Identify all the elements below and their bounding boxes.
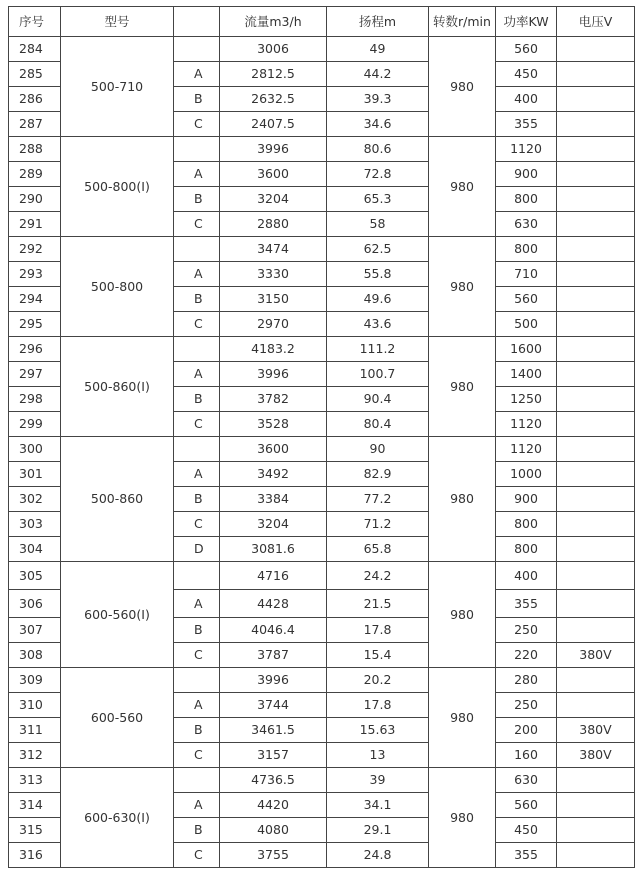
cell-head: 34.6 (327, 112, 429, 137)
cell-speed: 980 (429, 337, 496, 437)
cell-head: 58 (327, 212, 429, 237)
cell-grade: B (174, 818, 220, 843)
cell-model: 500-860 (61, 437, 174, 562)
cell-voltage (557, 237, 635, 262)
cell-grade: A (174, 590, 220, 618)
cell-voltage (557, 412, 635, 437)
cell-head: 55.8 (327, 262, 429, 287)
cell-flow: 3787 (220, 643, 327, 668)
cell-head: 77.2 (327, 487, 429, 512)
cell-voltage (557, 437, 635, 462)
cell-serial-no: 291 (9, 212, 61, 237)
cell-serial-no: 290 (9, 187, 61, 212)
cell-serial-no: 308 (9, 643, 61, 668)
cell-serial-no: 302 (9, 487, 61, 512)
cell-speed: 980 (429, 562, 496, 668)
cell-head: 17.8 (327, 618, 429, 643)
cell-head: 90.4 (327, 387, 429, 412)
cell-grade: B (174, 387, 220, 412)
cell-flow: 4080 (220, 818, 327, 843)
cell-serial-no: 303 (9, 512, 61, 537)
cell-grade: A (174, 793, 220, 818)
cell-head: 29.1 (327, 818, 429, 843)
header-head: 扬程m (327, 7, 429, 37)
cell-power: 560 (496, 793, 557, 818)
cell-head: 111.2 (327, 337, 429, 362)
cell-voltage (557, 487, 635, 512)
cell-head: 15.63 (327, 718, 429, 743)
cell-serial-no: 316 (9, 843, 61, 868)
cell-flow: 3461.5 (220, 718, 327, 743)
cell-serial-no: 300 (9, 437, 61, 462)
cell-grade: B (174, 718, 220, 743)
cell-head: 65.8 (327, 537, 429, 562)
cell-voltage (557, 387, 635, 412)
header-grade (174, 7, 220, 37)
cell-model: 600-560(I) (61, 562, 174, 668)
cell-power: 355 (496, 112, 557, 137)
cell-serial-no: 309 (9, 668, 61, 693)
cell-grade (174, 137, 220, 162)
cell-power: 560 (496, 37, 557, 62)
cell-grade: D (174, 537, 220, 562)
cell-head: 17.8 (327, 693, 429, 718)
cell-model: 500-800 (61, 237, 174, 337)
cell-power: 160 (496, 743, 557, 768)
cell-model: 500-710 (61, 37, 174, 137)
cell-voltage (557, 112, 635, 137)
cell-power: 400 (496, 562, 557, 590)
cell-head: 34.1 (327, 793, 429, 818)
cell-power: 1000 (496, 462, 557, 487)
cell-speed: 980 (429, 37, 496, 137)
cell-power: 1600 (496, 337, 557, 362)
cell-flow: 3996 (220, 362, 327, 387)
cell-power: 250 (496, 618, 557, 643)
cell-head: 39.3 (327, 87, 429, 112)
cell-flow: 4183.2 (220, 337, 327, 362)
cell-power: 800 (496, 187, 557, 212)
cell-voltage (557, 537, 635, 562)
cell-voltage (557, 37, 635, 62)
cell-power: 1120 (496, 437, 557, 462)
cell-flow: 3330 (220, 262, 327, 287)
cell-voltage: 380V (557, 743, 635, 768)
cell-power: 355 (496, 590, 557, 618)
cell-grade (174, 768, 220, 793)
cell-serial-no: 289 (9, 162, 61, 187)
cell-grade (174, 437, 220, 462)
cell-head: 71.2 (327, 512, 429, 537)
cell-speed: 980 (429, 237, 496, 337)
cell-voltage (557, 337, 635, 362)
cell-voltage (557, 262, 635, 287)
cell-grade: C (174, 843, 220, 868)
cell-flow: 2880 (220, 212, 327, 237)
cell-flow: 3384 (220, 487, 327, 512)
cell-head: 21.5 (327, 590, 429, 618)
table-row (9, 37, 635, 62)
cell-serial-no: 305 (9, 562, 61, 590)
cell-head: 72.8 (327, 162, 429, 187)
cell-serial-no: 312 (9, 743, 61, 768)
cell-model: 600-630(I) (61, 768, 174, 868)
cell-flow: 4736.5 (220, 768, 327, 793)
cell-grade: A (174, 362, 220, 387)
cell-voltage (557, 312, 635, 337)
header-row (9, 7, 635, 37)
cell-power: 355 (496, 843, 557, 868)
cell-grade: A (174, 62, 220, 87)
cell-flow: 2812.5 (220, 62, 327, 87)
cell-head: 100.7 (327, 362, 429, 387)
cell-power: 710 (496, 262, 557, 287)
cell-serial-no: 307 (9, 618, 61, 643)
table-row (9, 437, 635, 462)
cell-voltage (557, 668, 635, 693)
cell-grade (174, 562, 220, 590)
cell-power: 400 (496, 87, 557, 112)
cell-serial-no: 293 (9, 262, 61, 287)
cell-flow: 3492 (220, 462, 327, 487)
cell-voltage (557, 512, 635, 537)
cell-flow: 3744 (220, 693, 327, 718)
cell-voltage (557, 618, 635, 643)
cell-voltage (557, 362, 635, 387)
cell-grade: B (174, 87, 220, 112)
cell-voltage (557, 162, 635, 187)
cell-head: 80.4 (327, 412, 429, 437)
cell-model: 600-560 (61, 668, 174, 768)
cell-head: 24.8 (327, 843, 429, 868)
cell-voltage (557, 462, 635, 487)
cell-serial-no: 292 (9, 237, 61, 262)
cell-power: 1250 (496, 387, 557, 412)
cell-flow: 3782 (220, 387, 327, 412)
cell-power: 630 (496, 212, 557, 237)
cell-power: 450 (496, 818, 557, 843)
cell-head: 49.6 (327, 287, 429, 312)
cell-voltage (557, 843, 635, 868)
cell-grade: B (174, 487, 220, 512)
cell-serial-no: 314 (9, 793, 61, 818)
cell-power: 450 (496, 62, 557, 87)
cell-power: 500 (496, 312, 557, 337)
cell-flow: 3996 (220, 668, 327, 693)
cell-serial-no: 296 (9, 337, 61, 362)
cell-serial-no: 285 (9, 62, 61, 87)
cell-flow: 2970 (220, 312, 327, 337)
cell-grade: B (174, 618, 220, 643)
cell-head: 49 (327, 37, 429, 62)
cell-flow: 4046.4 (220, 618, 327, 643)
cell-serial-no: 299 (9, 412, 61, 437)
cell-grade (174, 37, 220, 62)
table-row (9, 337, 635, 362)
cell-head: 43.6 (327, 312, 429, 337)
cell-flow: 3600 (220, 437, 327, 462)
cell-serial-no: 288 (9, 137, 61, 162)
cell-grade (174, 337, 220, 362)
cell-flow: 4716 (220, 562, 327, 590)
cell-head: 65.3 (327, 187, 429, 212)
cell-flow: 3474 (220, 237, 327, 262)
cell-power: 900 (496, 162, 557, 187)
table-row (9, 668, 635, 693)
table-row (9, 562, 635, 590)
cell-serial-no: 315 (9, 818, 61, 843)
cell-speed: 980 (429, 137, 496, 237)
cell-grade: B (174, 187, 220, 212)
cell-flow: 4420 (220, 793, 327, 818)
cell-voltage (557, 768, 635, 793)
cell-head: 44.2 (327, 62, 429, 87)
cell-flow: 3204 (220, 187, 327, 212)
cell-power: 280 (496, 668, 557, 693)
pump-spec-table (8, 6, 635, 868)
table-row (9, 137, 635, 162)
cell-serial-no: 295 (9, 312, 61, 337)
cell-flow: 2632.5 (220, 87, 327, 112)
cell-power: 800 (496, 237, 557, 262)
cell-voltage (557, 137, 635, 162)
cell-flow: 3081.6 (220, 537, 327, 562)
cell-speed: 980 (429, 437, 496, 562)
cell-serial-no: 284 (9, 37, 61, 62)
cell-power: 560 (496, 287, 557, 312)
cell-serial-no: 311 (9, 718, 61, 743)
cell-flow: 3157 (220, 743, 327, 768)
cell-grade: A (174, 162, 220, 187)
cell-flow: 3755 (220, 843, 327, 868)
cell-power: 1120 (496, 137, 557, 162)
header-flow: 流量m3/h (220, 7, 327, 37)
cell-voltage (557, 793, 635, 818)
cell-voltage: 380V (557, 718, 635, 743)
cell-flow: 3150 (220, 287, 327, 312)
cell-power: 250 (496, 693, 557, 718)
cell-flow: 3600 (220, 162, 327, 187)
cell-voltage (557, 287, 635, 312)
cell-voltage (557, 187, 635, 212)
cell-grade (174, 237, 220, 262)
table-body (9, 37, 635, 868)
cell-voltage (557, 87, 635, 112)
cell-head: 62.5 (327, 237, 429, 262)
cell-grade: C (174, 112, 220, 137)
cell-serial-no: 310 (9, 693, 61, 718)
cell-power: 220 (496, 643, 557, 668)
cell-voltage (557, 212, 635, 237)
cell-head: 15.4 (327, 643, 429, 668)
cell-power: 800 (496, 512, 557, 537)
cell-flow: 4428 (220, 590, 327, 618)
cell-serial-no: 306 (9, 590, 61, 618)
cell-grade: B (174, 287, 220, 312)
cell-head: 20.2 (327, 668, 429, 693)
cell-grade: A (174, 262, 220, 287)
cell-serial-no: 301 (9, 462, 61, 487)
cell-flow: 3006 (220, 37, 327, 62)
table-row (9, 768, 635, 793)
cell-model: 500-800(I) (61, 137, 174, 237)
cell-grade: C (174, 512, 220, 537)
header-serial-no: 序号 (9, 7, 61, 37)
cell-speed: 980 (429, 668, 496, 768)
cell-power: 1400 (496, 362, 557, 387)
cell-serial-no: 313 (9, 768, 61, 793)
cell-power: 1120 (496, 412, 557, 437)
cell-voltage (557, 62, 635, 87)
cell-serial-no: 294 (9, 287, 61, 312)
cell-grade: A (174, 462, 220, 487)
cell-head: 39 (327, 768, 429, 793)
cell-flow: 3528 (220, 412, 327, 437)
header-power: 功率KW (496, 7, 557, 37)
cell-speed: 980 (429, 768, 496, 868)
cell-power: 800 (496, 537, 557, 562)
cell-head: 24.2 (327, 562, 429, 590)
cell-voltage (557, 562, 635, 590)
table-row (9, 237, 635, 262)
header-model: 型号 (61, 7, 174, 37)
cell-head: 90 (327, 437, 429, 462)
cell-power: 200 (496, 718, 557, 743)
cell-head: 13 (327, 743, 429, 768)
cell-grade (174, 668, 220, 693)
cell-grade: A (174, 693, 220, 718)
cell-serial-no: 287 (9, 112, 61, 137)
cell-flow: 3204 (220, 512, 327, 537)
cell-voltage (557, 693, 635, 718)
pump-spec-table-container (8, 6, 635, 868)
cell-serial-no: 298 (9, 387, 61, 412)
cell-flow: 2407.5 (220, 112, 327, 137)
cell-serial-no: 297 (9, 362, 61, 387)
cell-grade: C (174, 312, 220, 337)
cell-grade: C (174, 412, 220, 437)
cell-grade: C (174, 212, 220, 237)
cell-grade: C (174, 743, 220, 768)
cell-voltage: 380V (557, 643, 635, 668)
cell-voltage (557, 818, 635, 843)
cell-grade: C (174, 643, 220, 668)
cell-power: 630 (496, 768, 557, 793)
cell-head: 80.6 (327, 137, 429, 162)
cell-voltage (557, 590, 635, 618)
cell-power: 900 (496, 487, 557, 512)
cell-head: 82.9 (327, 462, 429, 487)
cell-serial-no: 286 (9, 87, 61, 112)
cell-flow: 3996 (220, 137, 327, 162)
header-voltage: 电压V (557, 7, 635, 37)
cell-model: 500-860(I) (61, 337, 174, 437)
cell-serial-no: 304 (9, 537, 61, 562)
header-speed: 转数r/min (429, 7, 496, 37)
